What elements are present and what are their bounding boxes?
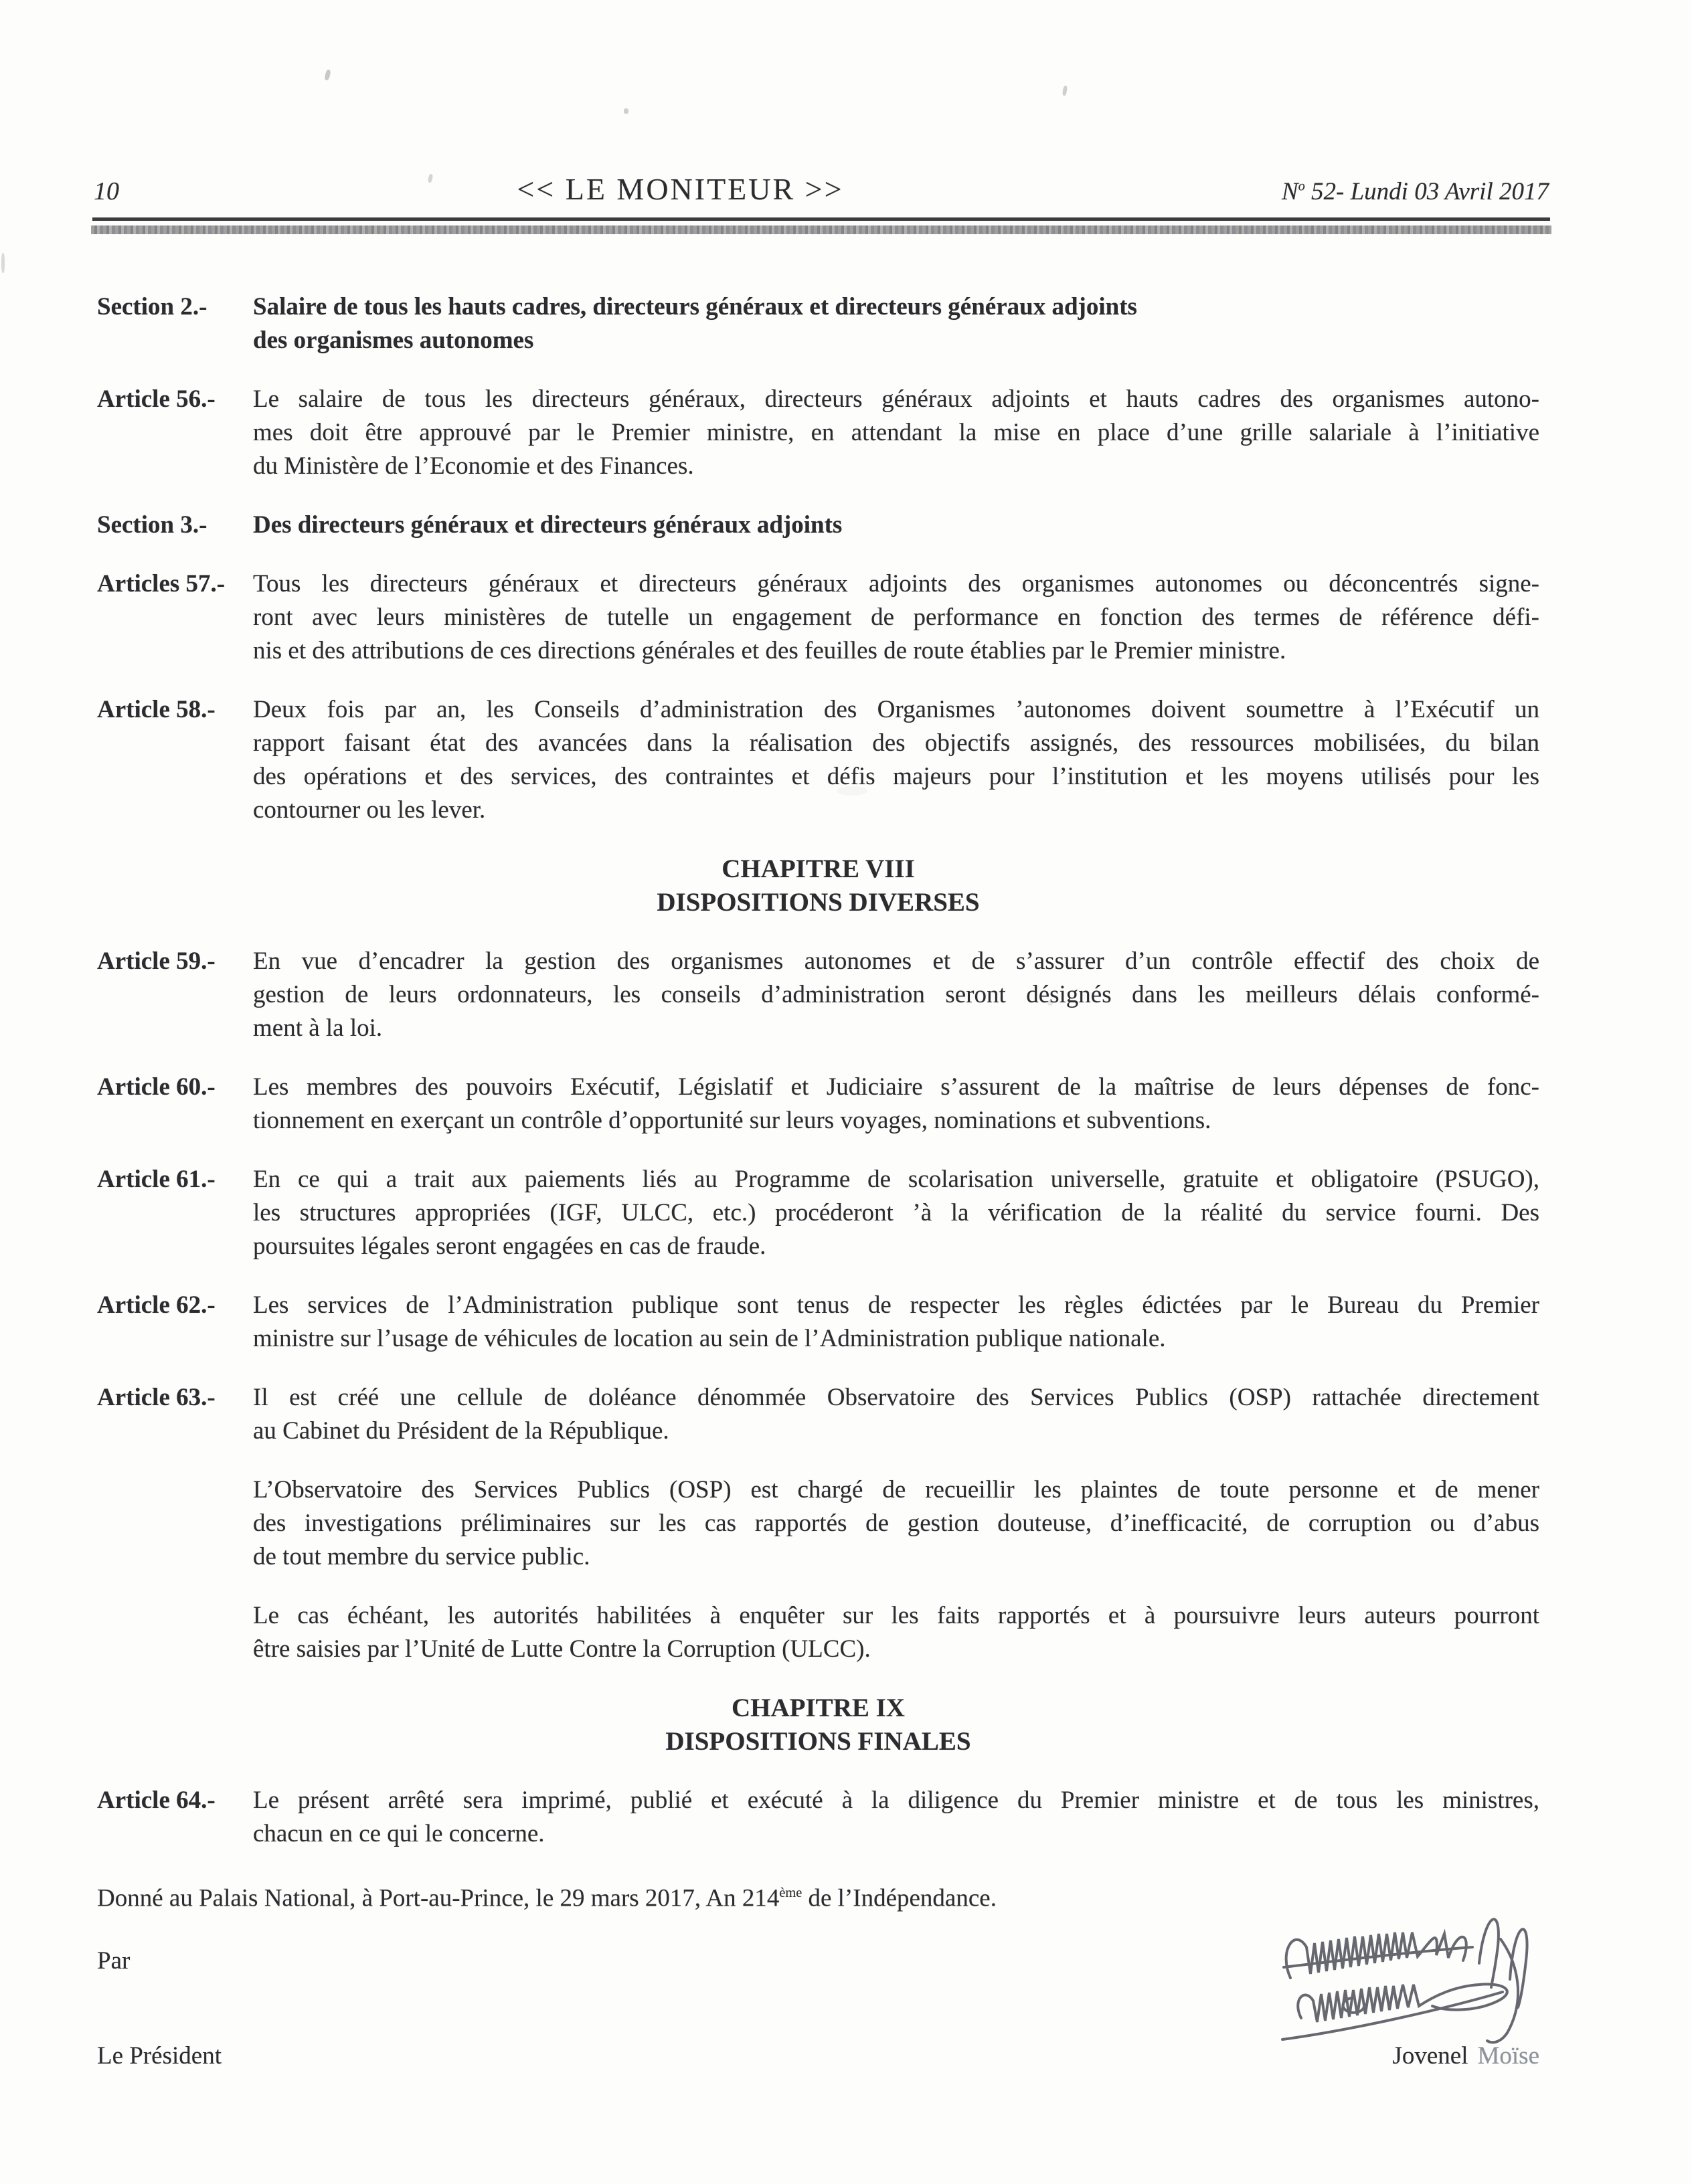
header-rule-thin — [92, 217, 1550, 221]
text-line: ministre sur l’usage de véhicules de location au sein de l’Administration publique nationale. — [253, 1325, 1166, 1352]
text-line: être saisies par l’Unité de Lutte Contre la Corruption (ULCC). — [253, 1635, 871, 1663]
text-line: Le présent arrêté sera imprimé, publié et exécuté à la diligence du Premier ministre et de tous les ministres, — [253, 1787, 1539, 1814]
article-text — [253, 1289, 1539, 1356]
promulgation-text: Donné au Palais National, à Port-au-Prince, le 29 mars 2017, An 214 — [97, 1884, 780, 1912]
text-line: Il est créé une cellule de doléance dénommée Observatoire des Services Publics (OSP) rattachée directement — [253, 1384, 1539, 1411]
article-58 — [97, 693, 1539, 827]
section-label: Section 2.- — [97, 293, 207, 321]
article-63 — [97, 1381, 1539, 1448]
gazette-title: << LE MONITEUR >> — [517, 172, 844, 206]
article-label: Article 61.- — [97, 1166, 216, 1193]
text-line: Les services de l’Administration publique sont tenus de respecter les règles édictées par le Bureau du Premier — [253, 1291, 1539, 1319]
chapter-title: CHAPITRE IX — [732, 1694, 905, 1722]
article-text — [253, 945, 1539, 1045]
article-61 — [97, 1163, 1539, 1263]
article-label: Article 63.- — [97, 1384, 216, 1411]
article-label: Article 56.- — [97, 385, 216, 413]
scan-artifact — [624, 108, 628, 114]
text-line: ront avec leurs ministères de tutelle un engagement de performance en fonction des termes de référence défi- — [253, 604, 1539, 631]
text-line: de tout membre du service public. — [253, 1543, 590, 1570]
issue-superscript: o — [1298, 179, 1305, 194]
president-title: Le Président — [97, 2042, 222, 2070]
article-text — [253, 1599, 1539, 1666]
label-spacer — [97, 1473, 253, 1574]
text-line: chacun en ce qui le concerne. — [253, 1820, 545, 1847]
text-line: du Ministère de l’Economie et des Finances. — [253, 452, 694, 480]
text-line: tionnement en exerçant un contrôle d’opportunité sur leurs voyages, nominations et subventions. — [253, 1107, 1211, 1134]
article-label: Article 62.- — [97, 1291, 216, 1319]
text-line: Le salaire de tous les directeurs généraux, directeurs généraux adjoints et hauts cadres des organismes autono- — [253, 385, 1539, 413]
scan-artifact — [837, 786, 867, 796]
text-line: des investigations préliminaires sur les cas rapportés de gestion douteuse, d’inefficacité, de corruption ou d’abus — [253, 1510, 1539, 1537]
article-57 — [97, 567, 1539, 668]
document-body — [0, 234, 1692, 2073]
text-line: des opérations et des services, des contraintes et défis majeurs pour l’institution et les moyens utilisés pour les — [253, 763, 1539, 790]
section-label: Section 3.- — [97, 511, 207, 539]
text-line: Des directeurs généraux et directeurs généraux adjoints — [253, 511, 843, 539]
chapter-title: CHAPITRE VIII — [722, 854, 915, 883]
article-text — [253, 1163, 1539, 1263]
article-text — [253, 693, 1539, 827]
section-3-heading — [97, 509, 1539, 542]
article-label: Article 58.- — [97, 696, 216, 723]
issue-date — [1282, 177, 1549, 206]
article-64 — [97, 1784, 1539, 1851]
text-line: gestion de leurs ordonnateurs, les conseils d’administration seront désignés dans les meilleurs délais conformé- — [253, 981, 1539, 1008]
article-text — [253, 1784, 1539, 1851]
signature-jovenel-moise — [1272, 1899, 1580, 2066]
text-line: Deux fois par an, les Conseils d’administration des Organismes ’autonomes doivent soumettre à l’Exécutif un — [253, 696, 1539, 723]
text-line: Les membres des pouvoirs Exécutif, Législatif et Judiciaire s’assurent de la maîtrise de leurs dépenses de fonc- — [253, 1073, 1539, 1101]
article-60 — [97, 1071, 1539, 1138]
par-label: Par — [97, 1947, 131, 1975]
text-line: contourner ou les lever. — [253, 796, 486, 824]
section-2-heading — [97, 290, 1539, 357]
article-label: Article 59.- — [97, 947, 216, 975]
page-header — [0, 0, 1692, 207]
article-label: Articles 57.- — [97, 570, 226, 598]
label-spacer — [97, 1599, 253, 1666]
text-line: au Cabinet du Président de la République. — [253, 1417, 669, 1445]
article-text — [253, 567, 1539, 668]
header-rule-thick — [91, 225, 1551, 234]
article-text — [253, 383, 1539, 483]
text-line: Le cas échéant, les autorités habilitées à enquêter sur les faits rapportés et à poursuivre leurs auteurs pourront — [253, 1602, 1539, 1629]
signature-scribble-svg — [1272, 1899, 1580, 2066]
text-line: rapport faisant état des avancées dans la réalisation des objectifs assignés, des ressources mobilisées, du bilan — [253, 729, 1539, 757]
article-label: Article 60.- — [97, 1073, 216, 1101]
text-line: des organismes autonomes — [253, 327, 534, 354]
article-label: Article 64.- — [97, 1787, 216, 1814]
signatory-first-name: Jovenel — [1392, 2042, 1468, 2070]
article-63-paragraph-2 — [97, 1473, 1539, 1574]
scan-artifact — [1047, 1000, 1053, 1006]
text-line: nis et des attributions de ces directions générales et des feuilles de route établies par le Premier ministre. — [253, 637, 1286, 664]
text-line: mes doit être approuvé par le Premier ministre, en attendant la mise en place d’une grille salariale à l’initiative — [253, 419, 1539, 446]
text-line: Tous les directeurs généraux et directeurs généraux adjoints des organismes autonomes ou déconcentrés signe- — [253, 570, 1539, 598]
article-56 — [97, 383, 1539, 483]
text-line: ment à la loi. — [253, 1014, 383, 1042]
chapter-8-heading — [97, 852, 1539, 919]
text-line: poursuites légales seront engagées en cas de fraude. — [253, 1233, 766, 1260]
article-text — [253, 1473, 1539, 1574]
text-line: En ce qui a trait aux paiements liés au Programme de scolarisation universelle, gratuite et obligatoire (PSUGO), — [253, 1166, 1539, 1193]
issue-prefix: N — [1281, 178, 1298, 205]
chapter-subtitle: DISPOSITIONS FINALES — [665, 1727, 971, 1756]
section-text — [253, 509, 1539, 542]
text-line: Salaire de tous les hauts cadres, directeurs généraux et directeurs généraux adjoints — [253, 293, 1137, 321]
text-line: les structures appropriées (IGF, ULCC, etc.) procéderont ’à la vérification de la réalité du service fourni. Des — [253, 1199, 1539, 1226]
article-62 — [97, 1289, 1539, 1356]
promulgation-suffix: de l’Indépendance. — [802, 1884, 997, 1912]
text-line: L’Observatoire des Services Publics (OSP) est chargé de recueillir les plaintes de toute personne et de mener — [253, 1476, 1539, 1504]
section-text — [253, 290, 1539, 357]
text-line: En vue d’encadrer la gestion des organismes autonomes et de s’assurer d’un contrôle effectif des choix de — [253, 947, 1539, 975]
scan-artifact — [1, 253, 5, 273]
chapter-9-heading — [97, 1692, 1539, 1758]
page-number: 10 — [94, 177, 119, 205]
promulgation-superscript: ème — [779, 1886, 802, 1900]
issue-rest: 52- Lundi 03 Avril 2017 — [1304, 178, 1549, 205]
article-59 — [97, 945, 1539, 1045]
article-text — [253, 1381, 1539, 1448]
article-text — [253, 1071, 1539, 1138]
signatory-last-name: Moïse — [1477, 2042, 1539, 2070]
chapter-subtitle: DISPOSITIONS DIVERSES — [657, 888, 980, 917]
article-63-paragraph-3 — [97, 1599, 1539, 1666]
